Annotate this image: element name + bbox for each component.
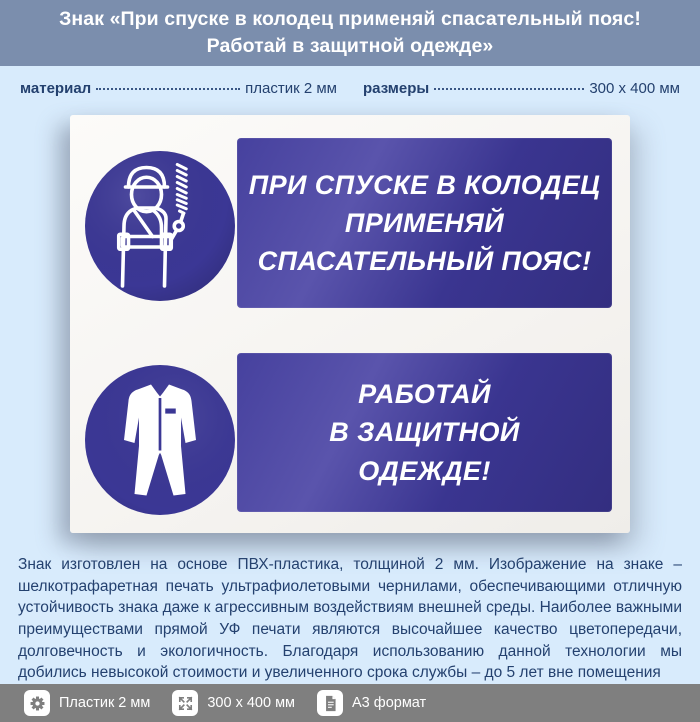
sign-text-panel-2 bbox=[237, 353, 612, 512]
sign-text-line: РАБОТАЙ bbox=[358, 379, 491, 409]
feature-label: 300 x 400 мм bbox=[207, 695, 296, 712]
sign-text-panel-1 bbox=[237, 138, 612, 308]
feature-label: Пластик 2 мм bbox=[59, 695, 151, 712]
size-value: 300 x 400 мм bbox=[589, 79, 680, 97]
footer-bar bbox=[0, 684, 700, 722]
spec-size bbox=[363, 80, 680, 97]
protective-clothing-icon bbox=[85, 365, 235, 515]
product-description: Знак изготовлен на основе ПВХ-пластика, толщиной 2 мм. Изображение на знаке – шелкотрафаретная печать ультрафиолетовыми чернилами, обеспечивающими отличную устойчивость знака даже к агрессивным воздействиям внешней среды. Наиболее важными преимуществами прямой УФ печати являются высочайшее качество цветопередачи, долговечность и экологичность. Благодаря использованию данной технологии мы добились невысокой стоимости и увеличенного срока службы – до 5 лет вне помещения bbox=[18, 556, 682, 682]
sign-text-line: ПРИ СПУСКЕ В КОЛОДЕЦ bbox=[248, 169, 601, 200]
material-value: пластик 2 мм bbox=[245, 79, 337, 97]
sign-text-line: ПРИМЕНЯЙ bbox=[344, 207, 505, 238]
sign-text-line: В ЗАЩИТНОЙ bbox=[329, 417, 520, 448]
document-icon bbox=[317, 690, 343, 716]
spec-material bbox=[20, 80, 337, 97]
sign-plate bbox=[70, 115, 630, 533]
safety-harness-icon bbox=[85, 151, 235, 301]
page-header bbox=[0, 0, 700, 66]
dotted-leader bbox=[96, 88, 240, 90]
dotted-leader bbox=[434, 88, 584, 90]
size-label: размеры bbox=[363, 79, 430, 97]
material-label: материал bbox=[20, 79, 92, 97]
resize-arrows-icon bbox=[172, 690, 198, 716]
gear-icon bbox=[24, 690, 50, 716]
sign-text-line: СПАСАТЕЛЬНЫЙ ПОЯС! bbox=[257, 246, 592, 277]
page-title: Знак «При спуске в колодец применяй спасательный пояс! Работай в защитной одежде» bbox=[59, 8, 641, 57]
feature-material bbox=[24, 690, 150, 716]
feature-format bbox=[317, 690, 426, 716]
sign-text-line: ОДЕЖДЕ! bbox=[358, 455, 491, 486]
feature-size bbox=[172, 690, 295, 716]
product-image-area bbox=[0, 110, 700, 548]
feature-label: А3 формат bbox=[352, 695, 427, 712]
spec-row bbox=[0, 66, 700, 110]
